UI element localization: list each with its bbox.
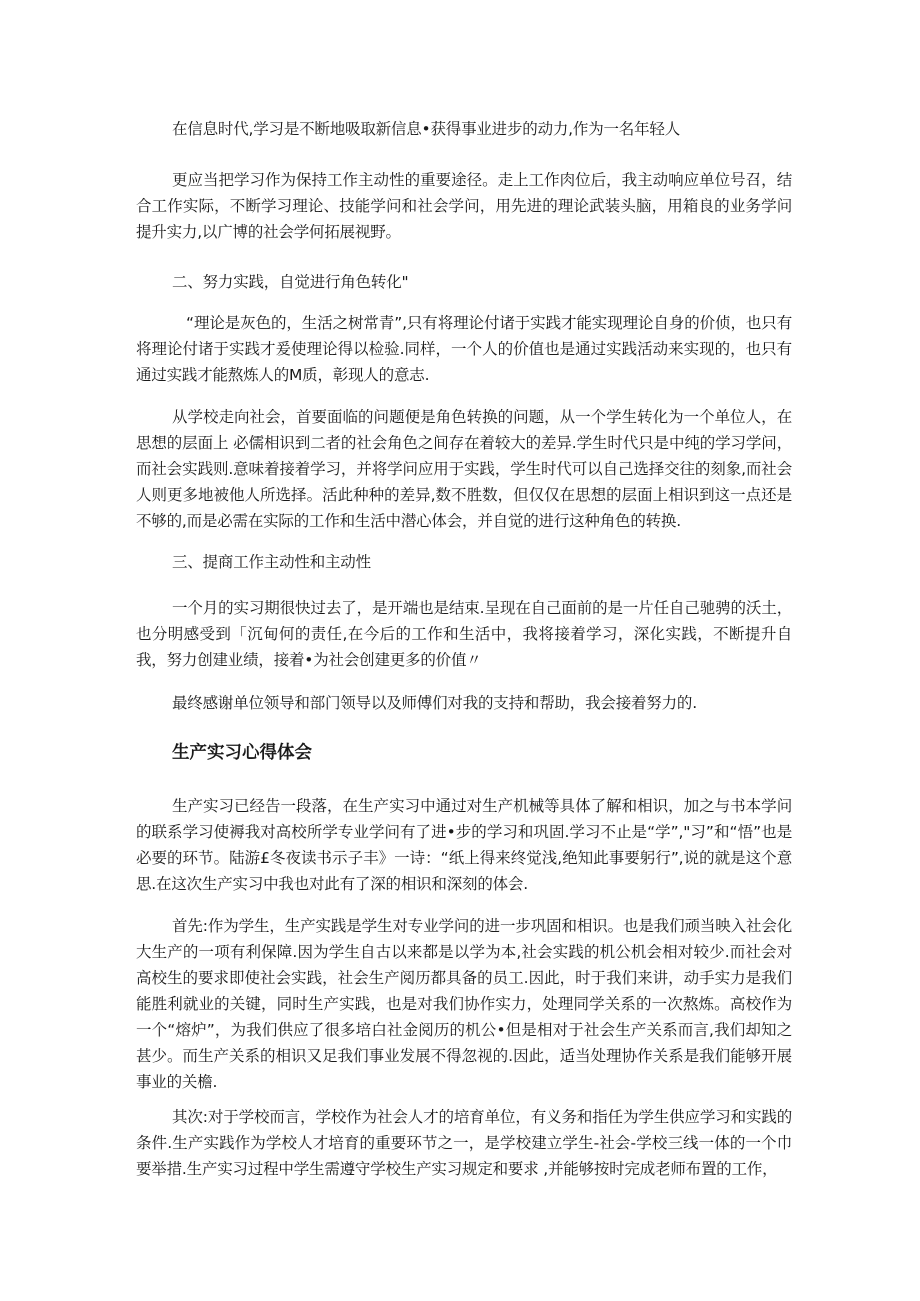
paragraph-1: 在信息时代,学习是不断地吸取新信息•获得事业进步的动力,作为一名年轻人	[172, 120, 680, 138]
section-heading-3: 三、提商工作主动性和主动性	[172, 553, 371, 571]
paragraph-9: 其次:对于学校而言，学校作为社会人才的培育单位，有义务和指任为学生供应学习和实践的条件.生产实践作为学校人才培育的重要环节之一，是学校建立学生-社会-学校三线一体的一个巾要举措.生产实习过程中学生需遵守学校生产实习规定和要求 ,并能够按时完成老师布置的工作，	[136, 1108, 792, 1178]
paragraph-2: 更应当把学习作为保持工作主动性的重要途径。走上工作肉位后，我主动响应单位号召，结合工作实际，不断学习理论、技能学问和社会学问，用先进的理论武装头脑，用箱良的业务学问提升实力,以广博的社会学何拓展视野。	[136, 171, 792, 241]
paragraph-6: 最终感谢单位领导和部门领导以及师傅们对我的支持和帮助，我会接着努力的.	[172, 694, 697, 712]
section-title: 生产实习心得体会	[172, 743, 312, 763]
paragraph-5: 一个月的实习期很快过去了，是开端也是结束.呈现在自己面前的是一片任自己驰骋的沃土，也分明感受到「沉甸何的责任,在今后的工作和生活中，我将接着学习，深化实践，不断提升自我，努力创建业绩，接着•为社会创建更多的价值〃	[136, 599, 792, 669]
paragraph-8: 首先:作为学生，生产实践是学生对专业学问的进一步巩固和相识。也是我们顽当映入社会化大生产的一项有利保障.因为学生自古以来都是以学为本,社会实践的机公机会相对较少.而社会对高校生的要求即使社会实践，社会生产阅历都具备的员工.因此，时于我们来讲，动手实力是我们能胜利就业的关键，同时生产实践，也是对我们协作实力，处理同学关系的一次熬炼。高校作为一个“熔炉”，为我们供应了很多培白社金阅历的机公•但是相对于社会生产关系而言,我们却知之甚少。而生产关系的相识又足我们事业发展不得忽视的.因此，适当处理协作关系是我们能够开展事业的关檐.	[136, 917, 792, 1091]
paragraph-7: 生产实习已经告一段落，在生产实习中通过对生产机械等具体了解和相识，加之与书本学问的联系学习使褥我对高校所学专业学问有了进•步的学习和巩固.学习不止是“学”,"习”和“悟”也是必要的环节。陆游£冬夜读书示子丰》一诗：“纸上得来终觉浅,绝知此事要躬行”,说的就是这个意思.在这次生产实习中我也对此有了深的相识和深刻的体会.	[136, 797, 792, 893]
section-heading-2: 二、努力实践，自觉进行角色转化"	[172, 273, 409, 291]
paragraph-3: “理论是灰色的，生活之树常青”,只有将理论付诸于实践才能实现理论自身的价侦，也只有将理论付诸于实践才爰使理论得以检验.同样，一个人的价值也是通过实践活动来实现的，也只有通过实践才能熬炼人的M质，彰现人的意志.	[136, 314, 792, 384]
paragraph-4: 从学校走向社会，首要面临的问题便是角色转换的问题，从一个学生转化为一个单位人，在思想的层面上 必儒相识到二者的社会角色之间存在着较大的差异.学生时代只是中纯的学习学问，而社会实践则.意味着接着学习，并将学问应用于实践，学生时代可以自己选择交往的刻象,而社会人则更多地被他人所选择。活此种种的差异,数不胜数，但仅仅在思想的层面上相识到这一点还是不够的,而是必需在实际的工作和生活中潜心体会，并自觉的进行这种角色的转换.	[136, 408, 792, 530]
